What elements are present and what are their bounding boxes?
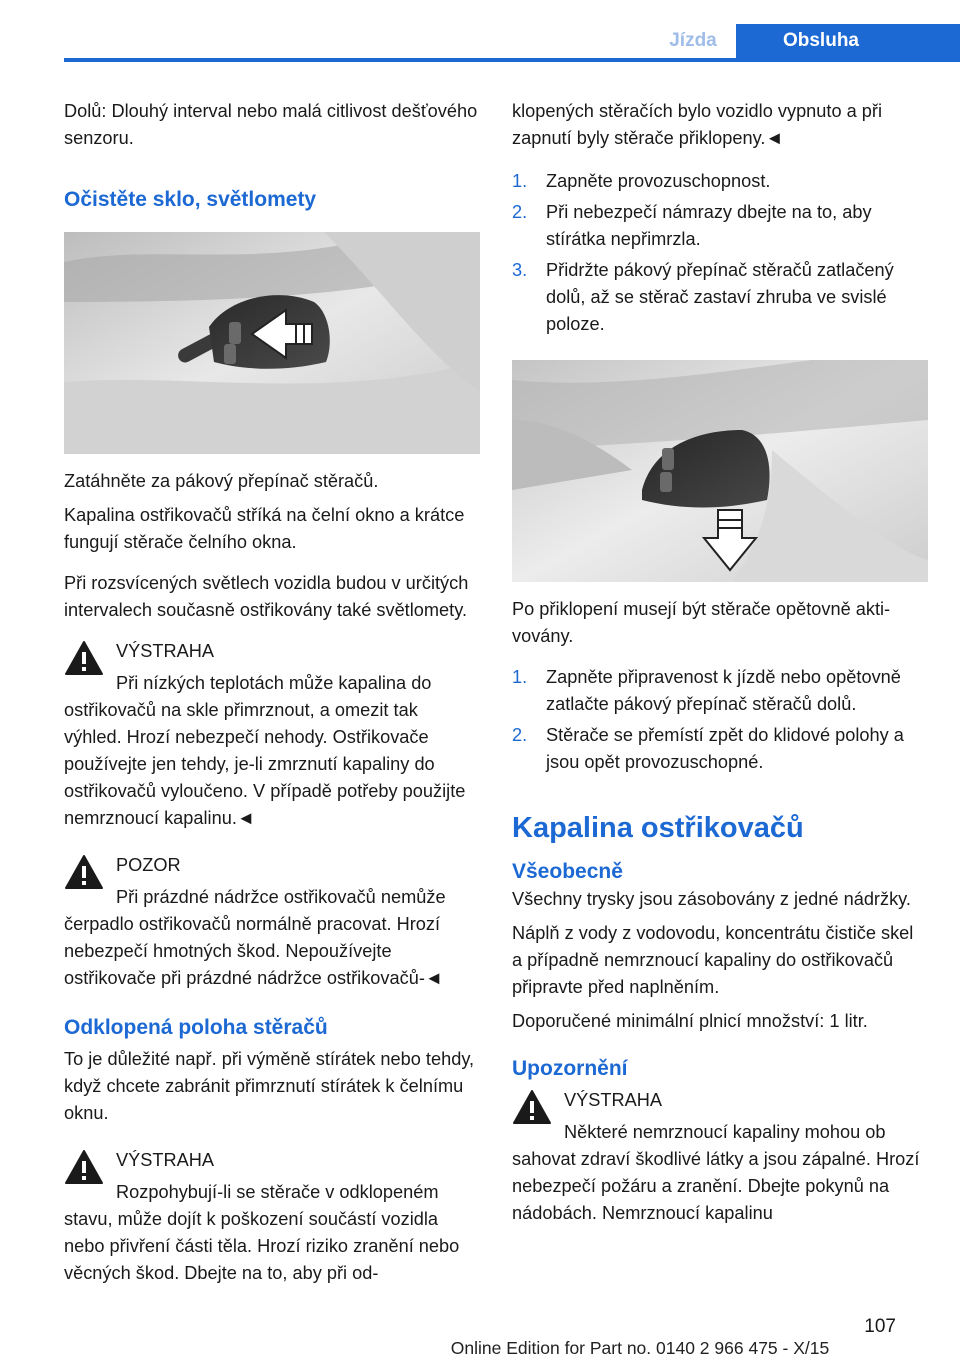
- paragraph-washer: Kapalina ostřikovačů stříká na čelní okno a krátce fungují stěrače čelního okna.: [64, 505, 465, 552]
- wiper-lever-push-illustration: [512, 360, 928, 582]
- caution-title: POZOR: [116, 855, 181, 875]
- warning-title: VÝSTRAHA: [564, 1090, 663, 1110]
- warning-text-rest: stavu, může dojít k poškození součástí vozidla nebo přivření části těla. Hrozí riziko zranění nebo věcných škod. Dbejte na to, aby při od-: [64, 1209, 460, 1283]
- subheading-notes: Upozornění: [512, 1057, 628, 1080]
- section-heading-clean: Očistěte sklo, světlomety: [64, 188, 317, 211]
- tab-jizda[interactable]: Jízda: [669, 30, 717, 51]
- warning-block-1: [64, 638, 480, 832]
- warning-triangle-icon: [64, 854, 104, 890]
- step-text: Při nebezpečí námrazy dbejte na to, aby stírátka nepřimrzla.: [546, 202, 872, 249]
- figure-wiper-pull: [64, 232, 480, 454]
- left-column: [64, 98, 480, 1287]
- warning-text-rest: ostřikovačů na skle přimrznout, a omezit tak výhled. Hrozí nebezpečí nehody. Ostřikovače používejte jen tehdy, je-li zmrznutí kapaliny do ostřikovačů vyloučeno. V případě potřeby použijte nemrznoucí kapalinu.◄: [64, 700, 466, 828]
- right-column: [512, 98, 928, 1227]
- subheading-general: Všeobecně: [512, 860, 623, 883]
- warning-triangle-icon: [512, 1089, 552, 1125]
- step-number: 2.: [512, 202, 528, 222]
- caution-text-rest: čerpadlo ostřikovačů normálně pracovat. Hrozí nebezpečí hmotných škod. Nepoužívejte ostřikovače při prázdné nádržce ostřikovačů-◄: [64, 914, 443, 988]
- section-heading-washer-fluid: Kapalina ostřikovačů: [512, 812, 804, 844]
- caution-text-first: Při prázdné nádržce ostřikovačů nemůže: [116, 887, 446, 907]
- step-text: Zapněte připravenost k jízdě nebo opětovně zatlačte pákový přepínač stěračů dolů.: [546, 667, 901, 714]
- list-item: [512, 199, 928, 253]
- continued-text: klopených stěračích bylo vozidlo vypnuto a při zapnutí byly stěrače přiklopeny.◄: [512, 101, 883, 148]
- section-heading-fold: Odklopená poloha stěračů: [64, 1016, 328, 1039]
- paragraph-fold: To je důležité např. při výměně stírátek nebo tehdy, když chcete zabránit přimrznutí stírátek k čelnímu oknu.: [64, 1049, 475, 1123]
- header-rule: [64, 58, 960, 62]
- list-item: [512, 257, 928, 338]
- wiper-lever-pull-illustration: [64, 232, 480, 454]
- warning-block-3: [64, 1147, 480, 1287]
- warning-text-rest: sahovat zdraví škodlivé látky a jsou zápalné. Hrozí nebezpečí požáru a zranění. Dbejte pokynů na nádobách. Nemrznoucí kapalinu: [512, 1149, 920, 1223]
- footer-edition: Online Edition for Part no. 0140 2 966 475 - X/15: [450, 1338, 830, 1358]
- list-item: [512, 168, 928, 195]
- list-item: [512, 664, 928, 718]
- paragraph-min-quantity: Doporučené minimální plnicí množství: 1 litr.: [512, 1011, 868, 1031]
- step-text: Stěrače se přemístí zpět do klidové polohy a jsou opět provozuschopné.: [546, 725, 904, 772]
- tab-obsluha[interactable]: Obsluha: [736, 24, 960, 58]
- step-text: Přidržte pákový přepínač stěračů zatlačený dolů, až se stěrač zastaví zhruba ve svislé poloze.: [546, 260, 894, 334]
- figure-wiper-push: [512, 360, 928, 582]
- step-text: Zapněte provozuschopnost.: [546, 171, 771, 191]
- warning-title: VÝSTRAHA: [116, 1150, 215, 1170]
- steps-list-fold: [512, 168, 928, 338]
- paragraph-fill: Náplň z vody z vodovodu, koncentrátu čističe skel a případně nemrznoucí kapaliny do ostřikovačů připravte před naplněním.: [512, 923, 914, 997]
- list-item: [512, 722, 928, 776]
- paragraph-nozzles: Všechny trysky jsou zásobovány z jedné nádržky.: [512, 889, 911, 909]
- warning-title: VÝSTRAHA: [116, 641, 215, 661]
- step-number: 3.: [512, 260, 528, 280]
- warning-block-4: [512, 1087, 928, 1227]
- warning-text-first: Při nízkých teplotách může kapalina do: [116, 673, 432, 693]
- warning-triangle-icon: [64, 1149, 104, 1185]
- intro-text: Dolů: Dlouhý interval nebo malá citlivost dešťového senzoru.: [64, 101, 478, 148]
- step-number: 1.: [512, 171, 528, 191]
- step-number: 1.: [512, 667, 528, 687]
- step-number: 2.: [512, 725, 528, 745]
- paragraph-reactivate: Po přiklopení musejí být stěrače opětovně aktivovány.: [512, 599, 891, 646]
- warning-text-first: Rozpohybují-li se stěrače v odklopeném: [116, 1182, 439, 1202]
- warning-text-first: Některé nemrznoucí kapaliny mohou ob: [564, 1122, 886, 1142]
- steps-list-restore: [512, 664, 928, 776]
- paragraph-headlights: Při rozsvícených světlech vozidla budou v určitých intervalech současně ostřikovány také světlomety.: [64, 573, 469, 620]
- warning-triangle-icon: [64, 640, 104, 676]
- figure-caption-1: Zatáhněte za pákový přepínač stěračů.: [64, 471, 379, 491]
- page-number: 107: [864, 1316, 896, 1337]
- warning-block-2: [64, 852, 480, 992]
